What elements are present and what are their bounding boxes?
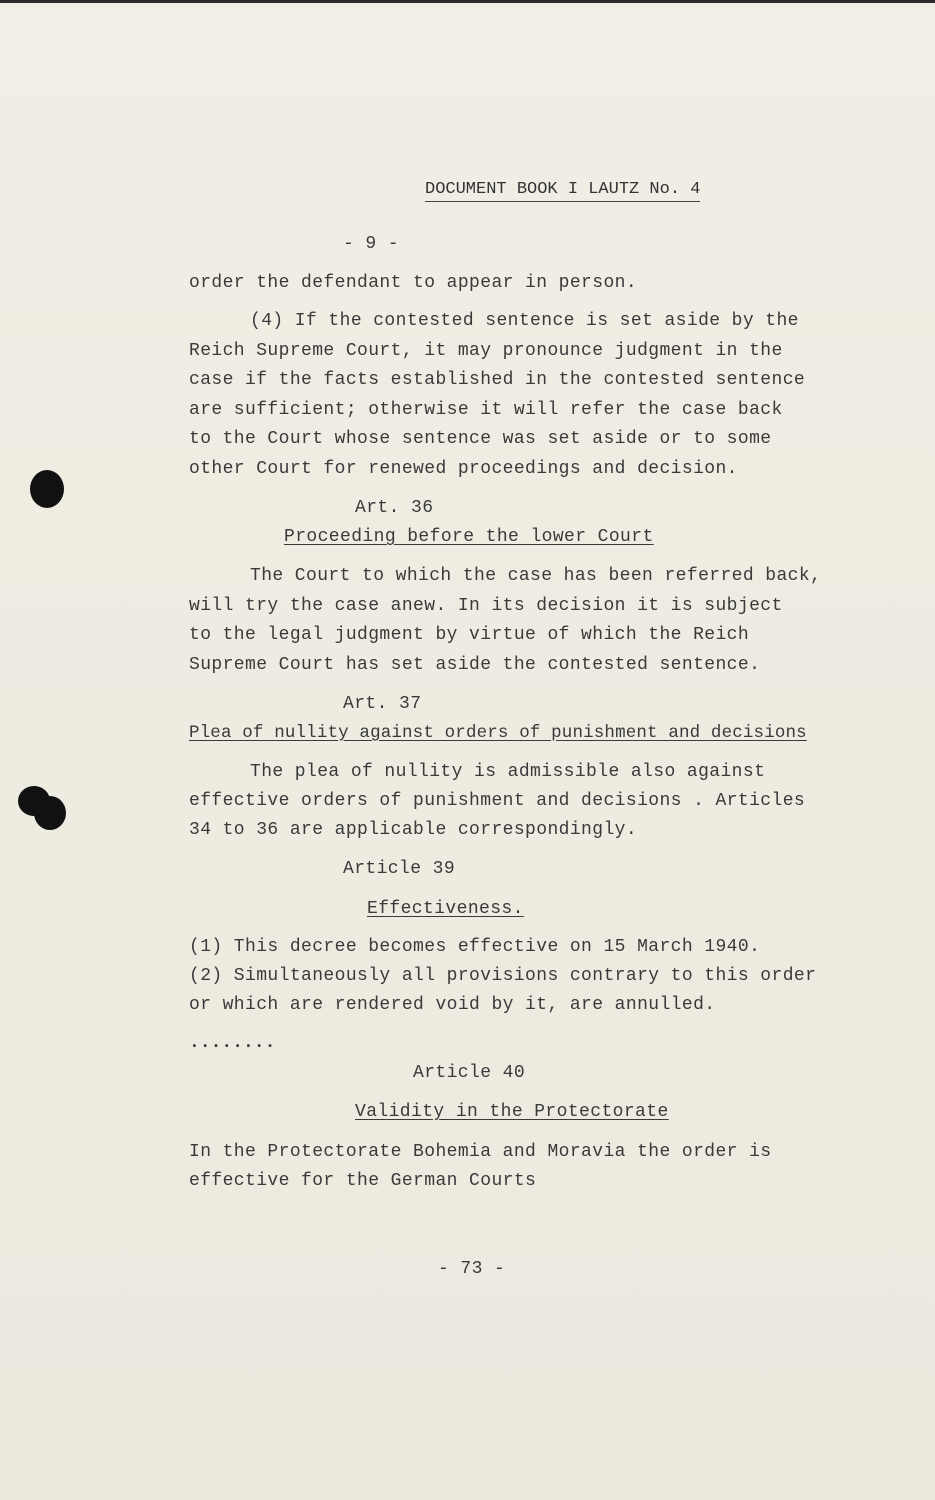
article-37-title: Art. 37 — [343, 694, 422, 714]
page-number-top: - 9 - — [343, 234, 400, 254]
text-line: (4) If the contested sentence is set aside by the — [250, 311, 799, 331]
text-line: to the legal judgment by virtue of which the Reich — [189, 625, 750, 645]
text-line: are sufficient; otherwise it will refer the case back — [189, 400, 783, 420]
text-line: (2) Simultaneously all provisions contrary to this order — [189, 966, 817, 986]
article-39-heading: Effectiveness. — [367, 899, 524, 919]
text-line: order the defendant to appear in person. — [189, 273, 638, 293]
text-line: case if the facts established in the contested sentence — [189, 370, 806, 390]
scan-top-edge — [0, 0, 935, 3]
article-37-heading: Plea of nullity against orders of punishment and decisions — [189, 723, 807, 743]
text-line: The Court to which the case has been referred back, — [250, 566, 822, 586]
text-line: The plea of nullity is admissible also against — [250, 762, 766, 782]
article-36-title: Art. 36 — [355, 498, 434, 518]
ellipsis-dots: ........ — [189, 1033, 276, 1053]
text-line: will try the case anew. In its decision it is subject — [189, 596, 783, 616]
text-line: or which are rendered void by it, are annulled. — [189, 995, 716, 1015]
punch-hole — [30, 470, 64, 508]
article-40-title: Article 40 — [413, 1063, 526, 1083]
text-line: In the Protectorate Bohemia and Moravia the order is — [189, 1142, 772, 1162]
page-number-bottom: - 73 - — [438, 1259, 506, 1279]
punch-hole — [34, 796, 66, 830]
article-36-heading: Proceeding before the lower Court — [284, 527, 654, 547]
text-line: to the Court whose sentence was set aside or to some — [189, 429, 772, 449]
text-line: other Court for renewed proceedings and decision. — [189, 459, 738, 479]
text-line: (1) This decree becomes effective on 15 March 1940. — [189, 937, 761, 957]
text-line: 34 to 36 are applicable correspondingly. — [189, 820, 638, 840]
text-line: effective for the German Courts — [189, 1171, 537, 1191]
text-line: Supreme Court has set aside the contested sentence. — [189, 655, 761, 675]
article-40-heading: Validity in the Protectorate — [355, 1102, 669, 1122]
document-header: DOCUMENT BOOK I LAUTZ No. 4 — [425, 180, 700, 202]
text-line: effective orders of punishment and decisions . Articles — [189, 791, 806, 811]
article-39-title: Article 39 — [343, 859, 456, 879]
text-line: Reich Supreme Court, it may pronounce judgment in the — [189, 341, 783, 361]
